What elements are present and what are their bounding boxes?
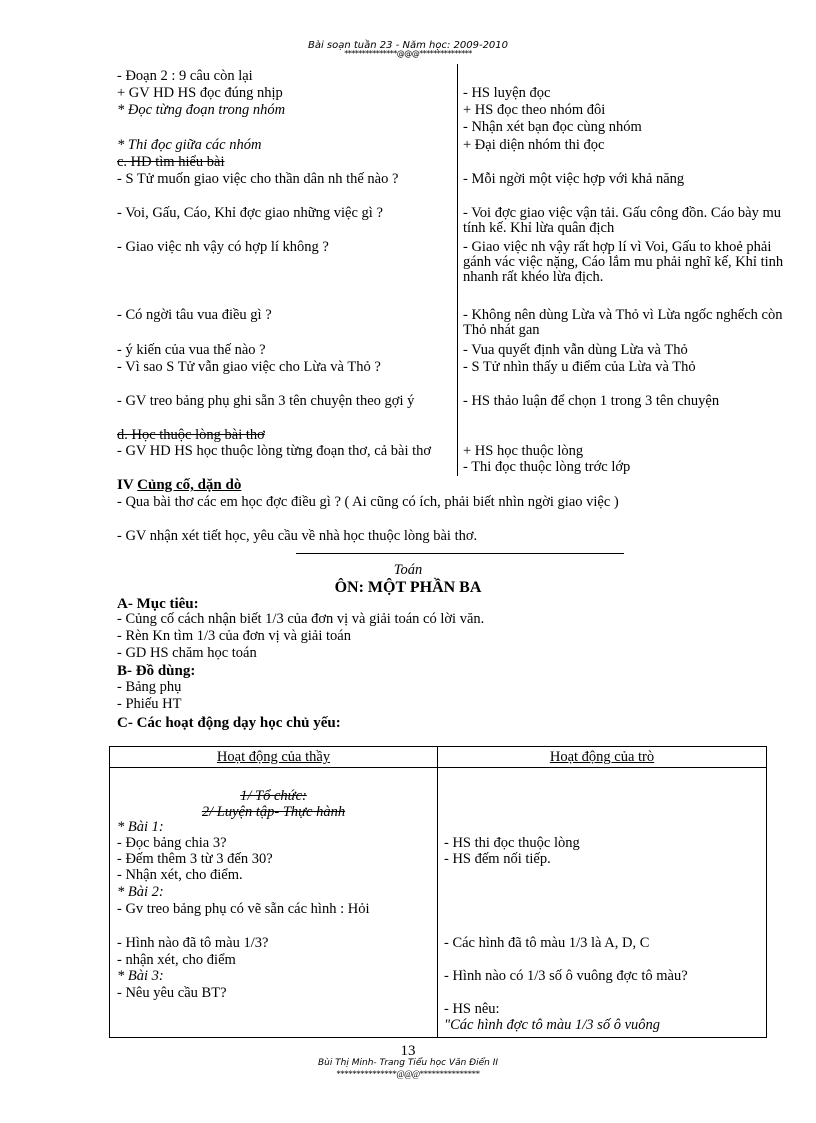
t1-right-3: - Nhận xét bạn đọc cùng nhóm [463,119,642,135]
t2-left-9: - Nêu yêu cầu BT? [117,985,227,1001]
materials-heading: B- Đồ dùng: [117,663,196,679]
t1-right-15: - Thi đọc thuộc lòng trớc lớp [463,459,631,475]
footer-author: Bùi Thị Minh- Trang Tiểu học Văn Điển II [317,1058,499,1068]
t1-left-11: - Vì sao S Tử vẫn giao việc cho Lừa và Thỏ ? [117,359,381,375]
material-2: - Phiếu HT [117,696,182,712]
t1-right-2: + HS đọc theo nhóm đôi [463,102,606,118]
t1-left-10: - ý kiến của vua thế nào ? [117,342,266,358]
t1-left-5: c. HD tìm hiểu bài [117,154,225,170]
t2-left-4: * Bài 2: [117,884,164,900]
activities-table [109,746,767,1038]
section-divider [296,553,624,554]
t1-left-9: - Có ngời tâu vua điều gì ? [117,307,272,323]
table-column-divider [437,747,438,1037]
material-1: - Bảng phụ [117,679,182,695]
t1-right-11: - S Tử nhìn thấy u điểm của Lừa và Thỏ [463,359,696,375]
t2-right-0: - HS thi đọc thuộc lòng [444,835,580,851]
t1-right-10: - Vua quyết định vẫn dùng Lừa và Thỏ [463,342,688,358]
t2-right-4: - HS nêu: [444,1001,500,1017]
t2-right-3: - Hình nào có 1/3 số ô vuông đợc tô màu? [444,968,688,984]
section-iv-line-1: - Qua bài thơ các em học đợc điều gì ? ( Ai cũng có ích, phải biết nhìn ngời giao việc ) [117,494,619,510]
t1-right-9: - Không nên dùng Lừa và Thỏ vì Lừa ngốc nghếch còn Thỏ nhát gan [463,307,783,338]
t1-right-6: - Mỗi ngời một việc hợp với khả năng [463,171,685,187]
practice-heading: 2/ Luyện tập- Thực hành [201,804,346,820]
activities-heading: C- Các hoạt động dạy học chủ yếu: [117,715,341,731]
t1-left-1: + GV HD HS đọc đúng nhịp [117,85,283,101]
objectives-heading: A- Mục tiêu: [117,596,199,612]
t1-left-13: d. Học thuộc lòng bài thơ [117,427,265,443]
t1-left-6: - S Tử muốn giao việc cho thần dân nh thế nào ? [117,171,399,187]
table1-divider [457,64,458,476]
footer-stars: ***************@@@*************** [336,1069,480,1079]
t1-left-7: - Voi, Gấu, Cáo, Khỉ đợc giao những việc gì ? [117,205,383,221]
t2-right-2: - Các hình đã tô màu 1/3 là A, D, C [444,935,650,951]
col-teacher-header: Hoạt động của thầy [216,749,331,765]
section-iv-line-2: - GV nhận xét tiết học, yêu cầu về nhà học thuộc lòng bài thơ. [117,528,478,544]
t2-left-3: - Nhận xét, cho điểm. [117,867,243,883]
t1-left-2: * Đọc từng đoạn trong nhóm [117,102,286,118]
t1-right-14: + HS học thuộc lòng [463,443,584,459]
t1-left-8: - Giao việc nh vậy có hợp lí không ? [117,239,329,255]
org-heading: 1/ Tổ chức: [240,788,307,804]
header-stars: ***************@@@*************** [344,49,472,58]
t2-right-1: - HS đếm nối tiếp. [444,851,551,867]
lesson-subject: Toán [393,562,423,578]
t2-left-5: - Gv treo bảng phụ có vẽ sẵn các hình : Hỏi [117,901,370,917]
t1-right-7: - Voi đợc giao việc vận tải. Gấu công đồn. Cáo bày mu tính kế. Khỉ lừa quân địch [463,205,782,236]
objective-2: - Rèn Kn tìm 1/3 của đơn vị và giải toán [117,628,351,644]
t1-left-0: - Đoạn 2 : 9 câu còn lại [117,68,253,84]
t1-left-4: * Thi đọc giữa các nhóm [117,137,262,153]
page-number: 13 [400,1043,416,1059]
section-iv-heading [117,478,807,493]
t2-left-6: - Hình nào đã tô màu 1/3? [117,935,269,951]
lesson-title: ÔN: MỘT PHẦN BA [334,579,482,596]
t1-left-14: - GV HD HS học thuộc lòng từng đoạn thơ, cả bài thơ [117,443,432,459]
t1-right-4: + Đại diện nhóm thi đọc [463,137,605,153]
objective-3: - GD HS chăm học toán [117,645,257,661]
t2-left-2: - Đếm thêm 3 từ 3 đến 30? [117,851,273,867]
t1-right-8: - Giao việc nh vậy rất hợp lí vì Voi, Gấu to khoẻ phải gánh vác việc nặng, Cáo lắm mu phải nghĩ kế, Khỉ tinh nhanh rất khéo lừa địch. [463,239,784,285]
section-iv-number: IV [117,477,138,493]
t2-left-0: * Bài 1: [117,819,164,835]
t1-right-12: - HS thảo luận để chọn 1 trong 3 tên chuyện [463,393,720,409]
t2-left-8: * Bài 3: [117,968,164,984]
col-student-header: Hoạt động của trò [549,749,655,765]
t2-left-7: - nhận xét, cho điểm [117,952,236,968]
header-title: Bài soạn tuần 23 - Năm học: 2009-2010 [307,40,509,51]
objective-1: - Củng cố cách nhận biết 1/3 của đơn vị và giải toán có lời văn. [117,611,485,627]
t1-left-12: - GV treo bảng phụ ghi sẵn 3 tên chuyện theo gợi ý [117,393,415,409]
page-header [0,40,816,58]
t2-right-5: "Các hình đợc tô màu 1/3 số ô vuông [444,1017,661,1033]
section-iv-title: Củng cố, dặn dò [137,477,242,493]
t1-right-1: - HS luyện đọc [463,85,551,101]
t2-left-1: - Đọc bảng chia 3? [117,835,227,851]
